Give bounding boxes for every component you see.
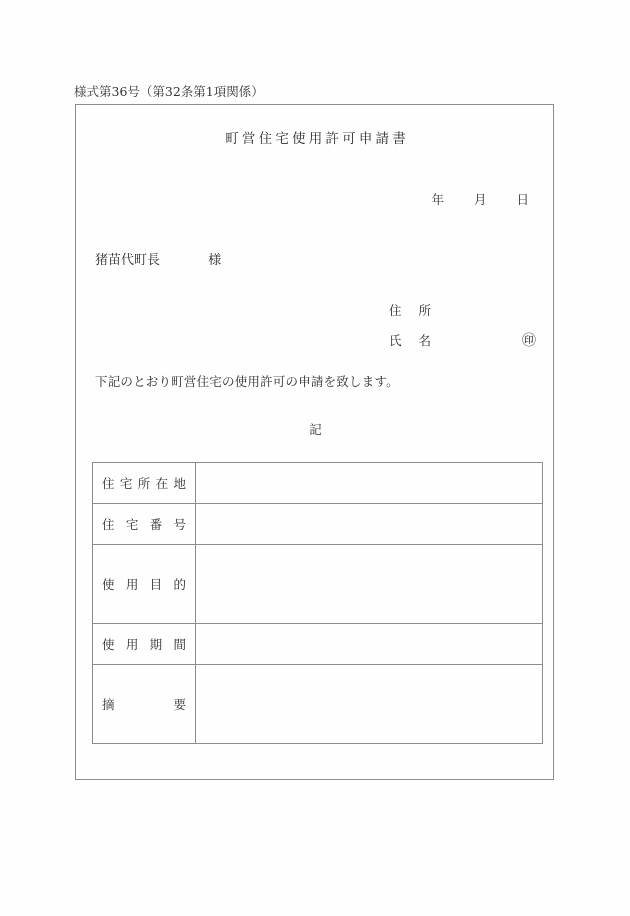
table-row xyxy=(93,504,543,545)
table-row xyxy=(93,665,543,744)
row-label-text: 使用目的 xyxy=(102,577,186,592)
ki-marker: 記 xyxy=(309,422,322,437)
applicant-name-label: 氏 名 xyxy=(389,333,431,348)
row-label-purpose-of-use xyxy=(93,545,196,624)
table-row xyxy=(93,545,543,624)
row-label-remarks xyxy=(93,665,196,744)
month-label: 月 xyxy=(474,192,487,207)
document-frame xyxy=(75,104,554,780)
table-row xyxy=(93,624,543,665)
addressee-line xyxy=(95,249,221,268)
row-label-text: 住宅番号 xyxy=(102,517,186,532)
row-label-text: 使用期間 xyxy=(102,637,186,652)
row-label-period-of-use xyxy=(93,624,196,665)
row-label-text: 摘要 xyxy=(102,697,186,712)
document-title: 町営住宅使用許可申請書 xyxy=(225,131,409,147)
addressee-office: 猪苗代町長 xyxy=(95,253,161,268)
form-number-label: 様式第36号（第32条第1項関係） xyxy=(74,84,264,99)
addressee-honorific: 様 xyxy=(208,253,222,268)
table-body xyxy=(93,463,543,744)
applicant-address-row xyxy=(389,296,541,326)
date-line xyxy=(432,190,529,208)
applicant-block xyxy=(389,296,541,356)
applicant-name-row xyxy=(389,326,541,356)
application-details-table xyxy=(92,462,543,744)
row-label-housing-location xyxy=(93,463,196,504)
row-value-period-of-use[interactable] xyxy=(196,624,543,665)
applicant-address-label: 住 所 xyxy=(389,303,431,318)
seal-stamp-icon: ㊞ xyxy=(522,333,536,349)
row-value-housing-number[interactable] xyxy=(196,504,543,545)
row-value-housing-location[interactable] xyxy=(196,463,543,504)
row-label-housing-number xyxy=(93,504,196,545)
row-label-text: 住宅所在地 xyxy=(102,476,186,491)
year-label: 年 xyxy=(431,192,445,207)
day-label: 日 xyxy=(516,192,529,207)
table-row xyxy=(93,463,543,504)
body-sentence: 下記のとおり町営住宅の使用許可の申請を致します。 xyxy=(95,374,399,389)
row-value-purpose-of-use[interactable] xyxy=(196,545,543,624)
row-value-remarks[interactable] xyxy=(196,665,543,744)
